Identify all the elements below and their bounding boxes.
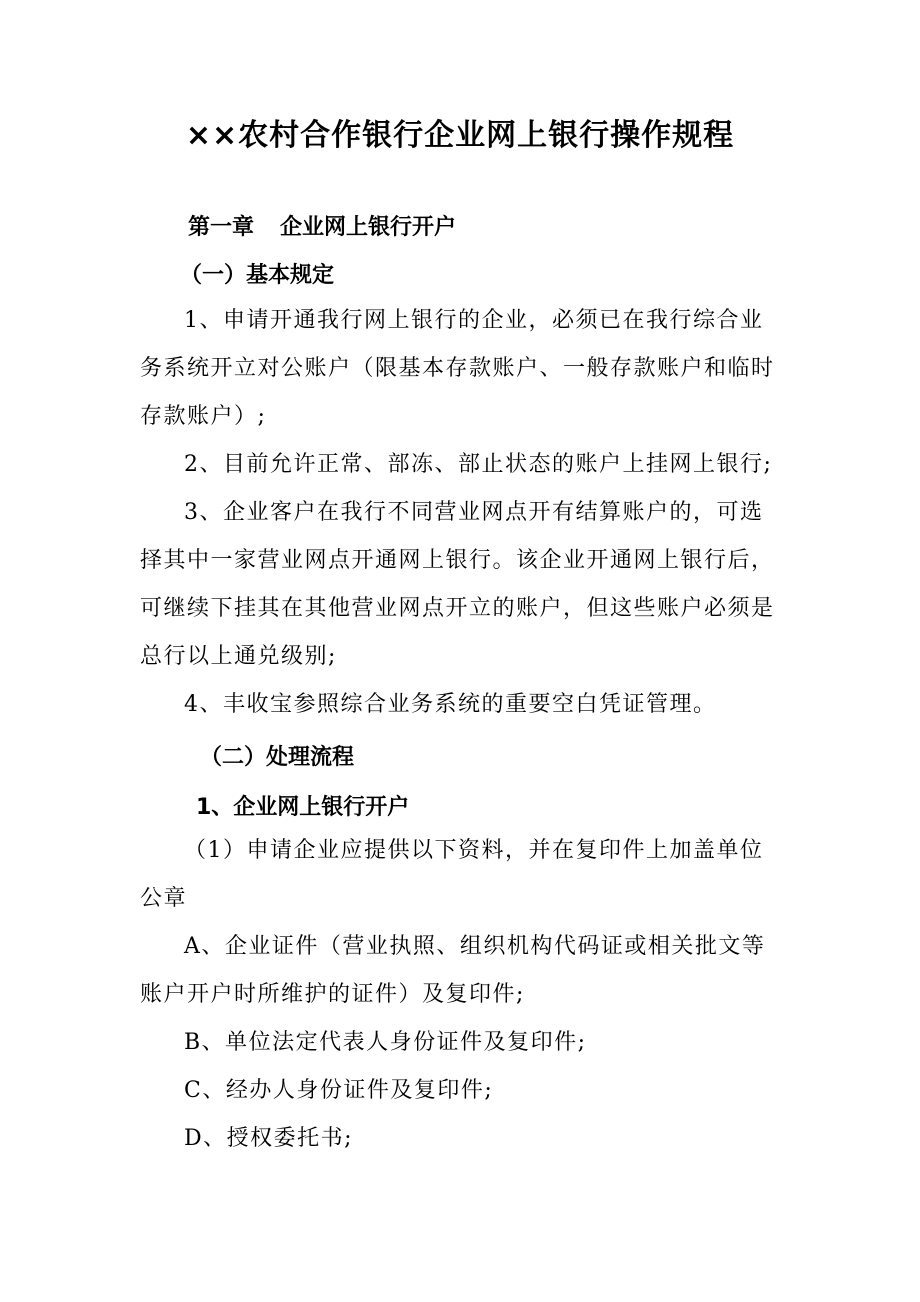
material-item-c-text: C、经办人身份证件及复印件; <box>184 1078 494 1103</box>
chapter-heading <box>188 210 456 241</box>
rule-item-3-text: 3、企业客户在我行不同营业网点开有结算账户的，可选择其中一家营业网点开通网上银行。该企业开通网上银行后，可继续下挂其在其他营业网点开立的账户，但这些账户必须是总行以上通兑级别; <box>140 500 775 669</box>
material-item-c <box>140 1067 780 1115</box>
materials-intro <box>140 827 780 923</box>
subsection-heading-account-opening: 1、企业网上银行开户 <box>196 795 410 820</box>
material-item-d <box>140 1115 780 1163</box>
rule-item-3 <box>140 489 780 681</box>
rule-item-4 <box>140 681 780 729</box>
material-item-b <box>140 1019 780 1067</box>
rule-item-1-text: 1、申请开通我行网上银行的企业，必须已在我行综合业务系统开立对公账户（限基本存款账户、一般存款账户和临时存款账户）; <box>140 308 775 429</box>
rule-item-1 <box>140 297 780 441</box>
material-item-a <box>140 923 780 1019</box>
material-item-d-text: D、授权委托书; <box>184 1126 354 1151</box>
rule-item-2 <box>140 441 780 489</box>
material-item-a-text: A、企业证件（营业执照、组织机构代码证或相关批文等账户开户时所维护的证件）及复印件; <box>140 934 766 1007</box>
document-title: ××农村合作银行企业网上银行操作规程 <box>185 118 735 153</box>
materials-intro-text: （1）申请企业应提供以下资料，并在复印件上加盖单位公章 <box>140 838 764 911</box>
section-heading-process: （二）处理流程 <box>200 745 355 770</box>
material-item-b-text: B、单位法定代表人身份证件及复印件; <box>184 1030 587 1055</box>
chapter-title: 企业网上银行开户 <box>280 215 457 240</box>
section-heading-basic-rules: （一）基本规定 <box>180 263 335 288</box>
rule-item-2-text: 2、目前允许正常、部冻、部止状态的账户上挂网上银行; <box>184 452 773 477</box>
rule-item-4-text: 4、丰收宝参照综合业务系统的重要空白凭证管理。 <box>184 692 717 717</box>
chapter-number: 第一章 <box>188 215 255 240</box>
